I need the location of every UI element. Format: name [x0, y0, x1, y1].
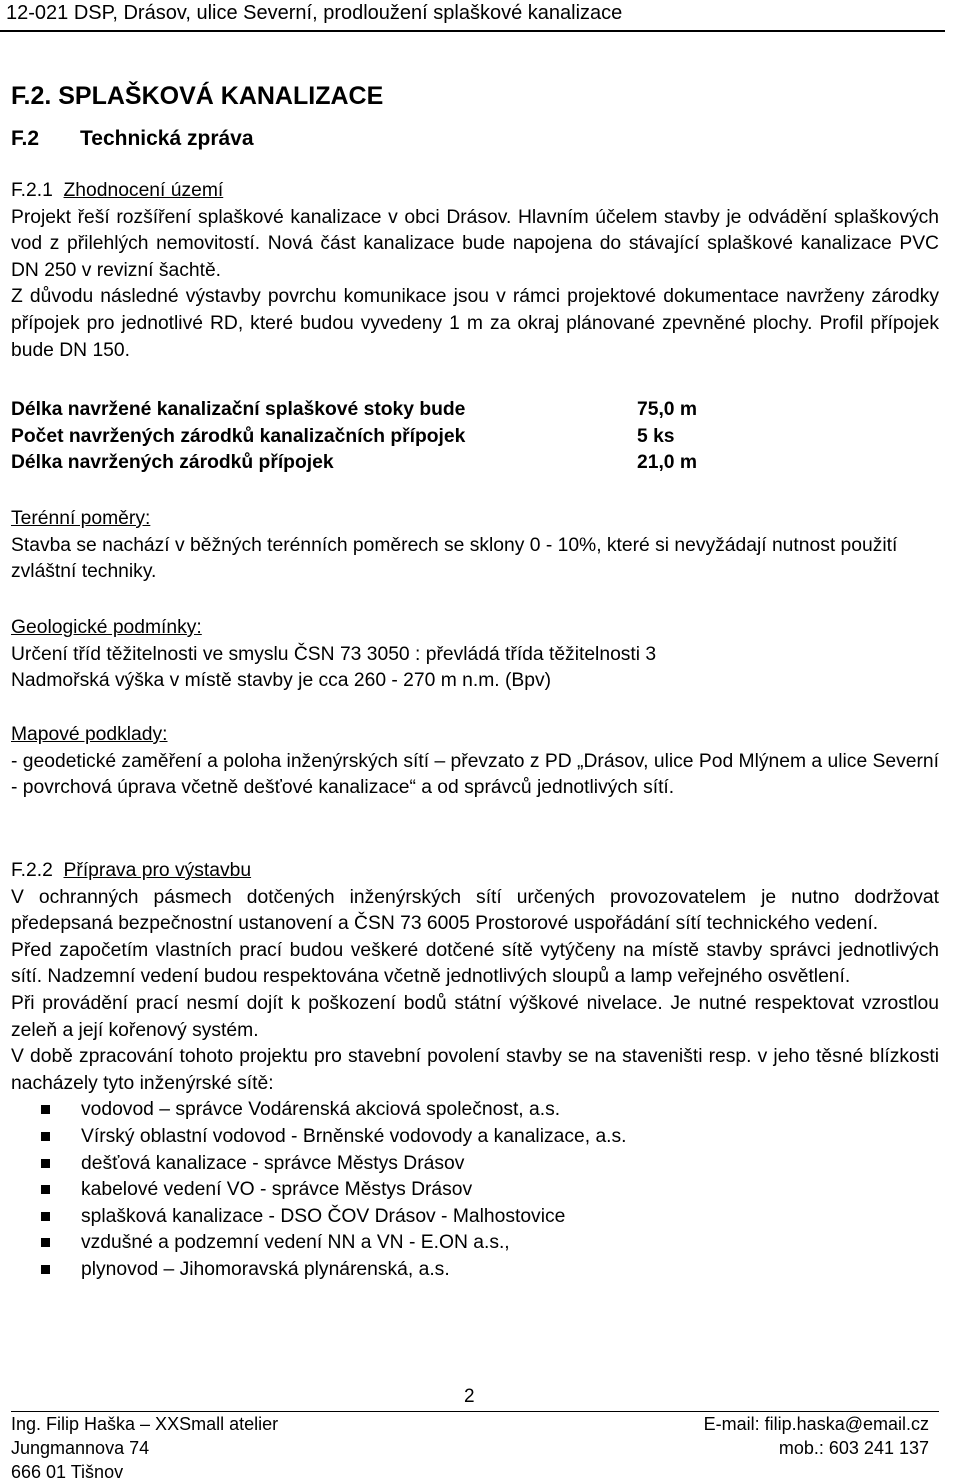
- square-bullet-icon: [41, 1212, 50, 1221]
- list-item-text: vodovod – správce Vodárenská akciová společnost, a.s.: [81, 1099, 561, 1121]
- footer-city: 666 01 Tišnov: [11, 1462, 124, 1482]
- footer-address: [11, 1412, 278, 1484]
- square-bullet-icon: [41, 1185, 50, 1194]
- maps-section: [11, 722, 939, 802]
- list-item: [11, 1204, 939, 1231]
- geology-line: Nadmořská výška v místě stavby je cca 260 - 270 m n.m. (Bpv): [11, 670, 552, 692]
- subsection-number: F.2.1: [11, 180, 53, 201]
- square-bullet-icon: [41, 1159, 50, 1168]
- section-title-text: Technická zpráva: [80, 127, 254, 150]
- network-list: [11, 1097, 939, 1283]
- footer-contact: [704, 1412, 929, 1460]
- maps-text: - geodetické zaměření a poloha inženýrských sítí – převzato z PD „Drásov, ulice Pod Mlýnem a ulice Severní - povrchová úprava včetně dešťové kanalizace“ a od správců jednotlivých sítí.: [11, 750, 939, 799]
- list-item-text: plynovod – Jihomoravská plynárenská, a.s.: [81, 1258, 450, 1280]
- subsection-title: Zhodnocení území: [63, 180, 224, 201]
- square-bullet-icon: [41, 1265, 50, 1274]
- spec-row: [11, 450, 939, 477]
- subsection-title: Příprava pro výstavbu: [63, 860, 252, 881]
- list-item: [11, 1230, 939, 1257]
- subsection-heading: [11, 178, 939, 205]
- spec-value: 21,0 m: [637, 452, 698, 474]
- square-bullet-icon: [41, 1105, 50, 1114]
- spec-value: 75,0 m: [637, 399, 698, 420]
- geology-heading: Geologické podmínky:: [11, 617, 202, 638]
- section-title: [11, 125, 254, 153]
- section-number: F.2: [11, 127, 40, 150]
- list-item: [11, 1257, 939, 1284]
- footer-street: Jungmannova 74: [11, 1438, 150, 1458]
- list-item-text: kabelové vedení VO - správce Městys Drásov: [81, 1179, 473, 1201]
- geology-line: Určení tříd těžitelnosti ve smyslu ČSN 73 3050 : převládá třída těžitelnosti 3: [11, 643, 657, 665]
- spec-value: 5 ks: [637, 425, 675, 447]
- paragraph: Z důvodu následné výstavby povrchu komunikace jsou v rámci projektové dokumentace navrženy zárodky přípojek pro jednotlivé RD, které budou vyvedeny 1 m za okraj plánované zpevněné plochy. Profil přípojek bude DN 150.: [11, 286, 939, 361]
- list-item-text: Vírský oblastní vodovod - Brněnské vodovody a kanalizace, a.s.: [81, 1125, 627, 1147]
- terrain-heading: Terénní poměry:: [11, 508, 151, 529]
- list-item: [11, 1151, 939, 1178]
- spec-label: Délka navržené kanalizační splaškové stoky bude: [11, 399, 466, 420]
- geology-section: [11, 615, 939, 695]
- paragraph: Při provádění prací nesmí dojít k poškození bodů státní výškové nivelace. Je nutné respektovat vzrostlou zeleň a její kořenový systém.: [11, 992, 939, 1041]
- paragraph: Před započetím vlastních prací budou veškeré dotčené sítě vytýčeny na místě stavby správci jednotlivých sítí. Nadzemní vedení budou respektována včetně jednotlivých sloupů a lamp veřejného osvětlení.: [11, 939, 939, 988]
- header-rule: [0, 30, 945, 32]
- terrain-section: [11, 506, 939, 586]
- paragraph: V době zpracování tohoto projektu pro stavební povolení stavby se na staveništi resp. v jeho těsné blízkosti nacházely tyto inženýrské sítě:: [11, 1046, 939, 1094]
- spec-row: [11, 397, 939, 424]
- subsection-number: F.2.2: [11, 860, 53, 881]
- square-bullet-icon: [41, 1132, 50, 1141]
- subsection-heading: [11, 858, 939, 885]
- list-item-text: vzdušné a podzemní vedení NN a VN - E.ON a.s.,: [81, 1232, 510, 1254]
- running-header: 12-021 DSP, Drásov, ulice Severní, prodloužení splaškové kanalizace: [6, 2, 623, 24]
- list-item: [11, 1097, 939, 1124]
- subsection-site-assessment: [11, 178, 939, 364]
- square-bullet-icon: [41, 1238, 50, 1247]
- spec-label: Délka navržených zárodků přípojek: [11, 452, 334, 474]
- footer-name: Ing. Filip Haška – XXSmall atelier: [11, 1414, 279, 1434]
- paragraph: V ochranných pásmech dotčených inženýrských sítí určených provozovatelem je nutno dodržovat předepsaná bezpečnostní ustanovení a ČSN 73 6005 Prostorové uspořádání sítí technického vedení.: [11, 886, 939, 935]
- footer-email: E-mail: filip.haska@email.cz: [703, 1414, 929, 1434]
- page-number: 2: [464, 1386, 475, 1407]
- list-item-text: dešťová kanalizace - správce Městys Drásov: [81, 1152, 465, 1174]
- list-item: [11, 1124, 939, 1151]
- footer-phone: mob.: 603 241 137: [778, 1438, 929, 1458]
- terrain-text: Stavba se nachází v běžných terénních poměrech se sklony 0 - 10%, které si nevyžádají nutnost použití zvláštní techniky.: [11, 534, 898, 583]
- list-item-text: splašková kanalizace - DSO ČOV Drásov - Malhostovice: [81, 1205, 566, 1227]
- paragraph: Projekt řeší rozšíření splaškové kanalizace v obci Drásov. Hlavním účelem stavby je odvádění splaškových vod z přilehlých nemovitostí. Nová část kanalizace bude napojena do stávající splaškové kanalizace PVC DN 250 v revizní šachtě.: [11, 206, 939, 281]
- chapter-title: F.2. SPLAŠKOVÁ KANALIZACE: [11, 82, 384, 110]
- list-item: [11, 1177, 939, 1204]
- spec-row: [11, 424, 939, 451]
- subsection-preparation: [11, 858, 939, 1284]
- maps-heading: Mapové podklady:: [11, 724, 168, 745]
- spec-label: Počet navržených zárodků kanalizačních přípojek: [11, 425, 466, 447]
- spec-table: [11, 397, 939, 477]
